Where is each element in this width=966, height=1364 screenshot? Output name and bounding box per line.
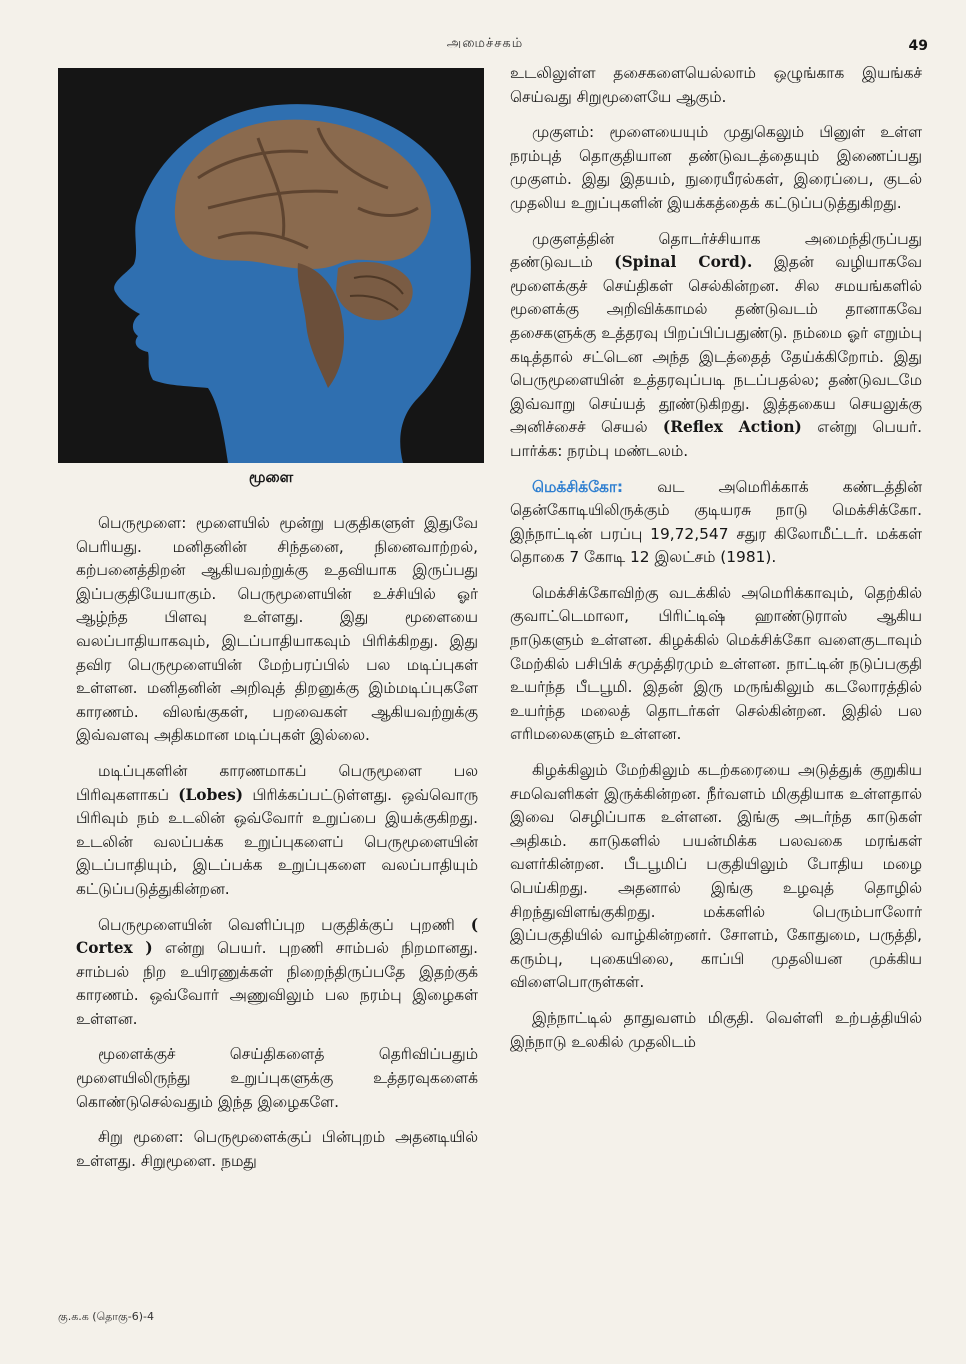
latin-term-cortex: ( Cortex ) bbox=[76, 915, 478, 958]
head-brain-drawing bbox=[58, 68, 484, 463]
latin-term-spinal-cord: (Spinal Cord). bbox=[614, 253, 753, 272]
latin-term-lobes: (Lobes) bbox=[178, 785, 244, 804]
paragraph-nerve-fibres: மூளைக்குச் செய்திகளைத் தெரிவிப்பதும் மூளையிலிருந்து உறுப்புகளுக்கு உத்தரவுகளைக் கொண்டுசெல்வதும் இந்த இழைகளே. bbox=[76, 1045, 478, 1111]
paragraph-cerebellum: சிறு மூளை: பெருமூளைக்குப் பின்புறம் அதனடியில் உள்ளது. சிறுமூளை. நமது bbox=[76, 1128, 478, 1170]
brain-illustration bbox=[58, 68, 484, 463]
paragraph-mexico-plains: கிழக்கிலும் மேற்கிலும் கடற்கரையை அடுத்துக் குறுகிய சமவெளிகள் இருக்கின்றன. நீர்வளம் மிகுதியாக உள்ளதால் இவை செழிப்பாக உள்ளன. இங்கு அடர்ந்த காடுகள் அதிகம். காடுகளில் பயன்மிக்க பலவகை மரங்கள் வளர்கின்றன. பீடபூமிப் பகுதியிலும் போதிய மழை பெய்கிறது. அதனால் இங்கு உழவுத் தொழில் சிறந்துவிளங்குகிறது. மக்களில் பெரும்பாலோர் இப்பகுதியில் வாழ்கின்றனர். சோளம், கோதுமை, பருத்தி, கரும்பு, புகையிலை, காப்பி முதலியன முக்கிய விளைபொருள்கள். bbox=[510, 761, 922, 992]
paragraph-mexico-intro: மெக்சிக்கோ: வட அமெரிக்காக் கண்டத்தின் தென்கோடியிலிருக்கும் குடியரசு நாடு மெக்சிக்கோ. இந்நாட்டின் பரப்பு 19,72,547 சதுர கிலோமீட்டர். மக்கள் தொகை 7 கோடி 12 இலட்சம் (1981). bbox=[510, 477, 922, 567]
running-header: அமைச்சகம் bbox=[446, 36, 524, 51]
paragraph-medulla: முகுளம்: மூளையையும் முதுகெலும் பினுள் உள்ள நரம்புத் தொகுதியான தண்டுவடத்தையும் இணைப்பது முகுளம். இது இதயம், நுரையீரல்கள், இரைப்பை, குடல் முதலிய உறுப்புகளின் இயக்கத்தைக் கட்டுப்படுத்துகிறது. bbox=[510, 123, 922, 212]
paragraph-cerebrum: பெருமூளை: மூளையில் மூன்று பகுதிகளுள் இதுவே பெரியது. மனிதனின் சிந்தனை, நினைவாற்றல், கற்பனைத்திறன் ஆகியவற்றுக்கு உதவியாக இருப்பது இப்பகுதியேயாகும். பெருமூளையின் உச்சியில் ஓர் ஆழ்ந்த பிளவு உள்ளது. இது மூளையை வலப்பாதியாகவும், இடப்பாதியாகவும் பிரிக்கிறது. இது தவிர பெருமூளையின் மேற்பரப்பில் பல மடிப்புகள் உள்ளன. மனிதனின் அறிவுத் திறனுக்கு இம்மடிப்புகளே காரணம். விலங்குகள், பறவைகள் ஆகியவற்றுக்கு இவ்வளவு அதிகமான மடிப்புகள் இல்லை. bbox=[76, 514, 478, 745]
left-column bbox=[76, 512, 478, 1185]
figure-caption: மூளை bbox=[248, 468, 294, 486]
right-column bbox=[510, 62, 922, 1066]
latin-term-reflex-action: (Reflex Action) bbox=[662, 418, 802, 437]
entry-heading-mexico: மெக்சிக்கோ: bbox=[532, 477, 624, 496]
paragraph-spinal-cord: முகுளத்தின் தொடர்ச்சியாக அமைந்திருப்பது தண்டுவடம் (Spinal Cord). இதன் வழியாகவே மூளைக்குச் செய்திகள் செல்கின்றன. சில சமயங்களில் மூளைக்கு அறிவிக்காமல் தண்டுவடம் தானாகவே தசைகளுக்கு உத்தரவு பிறப்பிப்பதுண்டு. நம்மை ஓர் எறும்பு கடித்தால் சட்டென அந்த இடத்தைத் தேய்க்கிறோம். இது பெருமூளையின் உத்தரவுப்படி நடப்பதல்ல; தண்டுவடமே இவ்வாறு செய்யத் தூண்டுகிறது. இத்தகைய செயலுக்கு அனிச்சைச் செயல் (Reflex Action) என்று பெயர். பார்க்க: நரம்பு மண்டலம். bbox=[510, 229, 922, 460]
paragraph-lobes: மடிப்புகளின் காரணமாகப் பெருமூளை பல பிரிவுகளாகப் (Lobes) பிரிக்கப்பட்டுள்ளது. ஒவ்வொரு பிரிவும் நம் உடலின் ஒவ்வோர் உறுப்பை இயக்குகிறது. உடலின் வலப்பக்க உறுப்புகளைப் பெருமூளையின் இடப்பாதியும், இடப்பக்க உறுப்புகளை வலப்பாதியும் கட்டுப்படுத்துகின்றன. bbox=[76, 761, 478, 898]
paragraph-mexico-minerals: இந்நாட்டில் தாதுவளம் மிகுதி. வெள்ளி உற்பத்தியில் இந்நாடு உலகில் முதலிடம் bbox=[510, 1008, 922, 1051]
paragraph-cortex: பெருமூளையின் வெளிப்புற பகுதிக்குப் புறணி ( Cortex ) என்று பெயர். புறணி சாம்பல் நிறமானது. சாம்பல் நிற உயிரணுக்கள் நிறைந்திருப்பதே இதற்குக் காரணம். ஒவ்வோர் அணுவிலும் பல நரம்பு இழைகள் உள்ளன. bbox=[76, 915, 478, 1028]
paragraph-cerebellum-continued: உடலிலுள்ள தசைகளையெல்லாம் ஒழுங்காக இயங்கச் செய்வது சிறுமூளையே ஆகும். bbox=[510, 64, 922, 106]
footer-signature: கு.க.க (தொகு-6)-4 bbox=[58, 1310, 154, 1323]
paragraph-mexico-borders: மெக்சிக்கோவிற்கு வடக்கில் அமெரிக்காவும், தெற்கில் குவாட்டெமாலா, பிரிட்டிஷ் ஹாண்டுராஸ் ஆகிய நாடுகளும் உள்ளன. கிழக்கில் மெக்சிக்கோ வளைகுடாவும் மேற்கில் பசிபிக் சமுத்திரமும் உள்ளன. நாட்டின் நடுப்பகுதி உயர்ந்த பீடபூமி. இதன் இரு மருங்கிலும் கடலோரத்தில் உயர்ந்த மலைத் தொடர்கள் செல்கின்றன. இதில் பல எரிமலைகளும் உள்ளன. bbox=[510, 583, 922, 744]
page-number: 49 bbox=[908, 38, 928, 54]
